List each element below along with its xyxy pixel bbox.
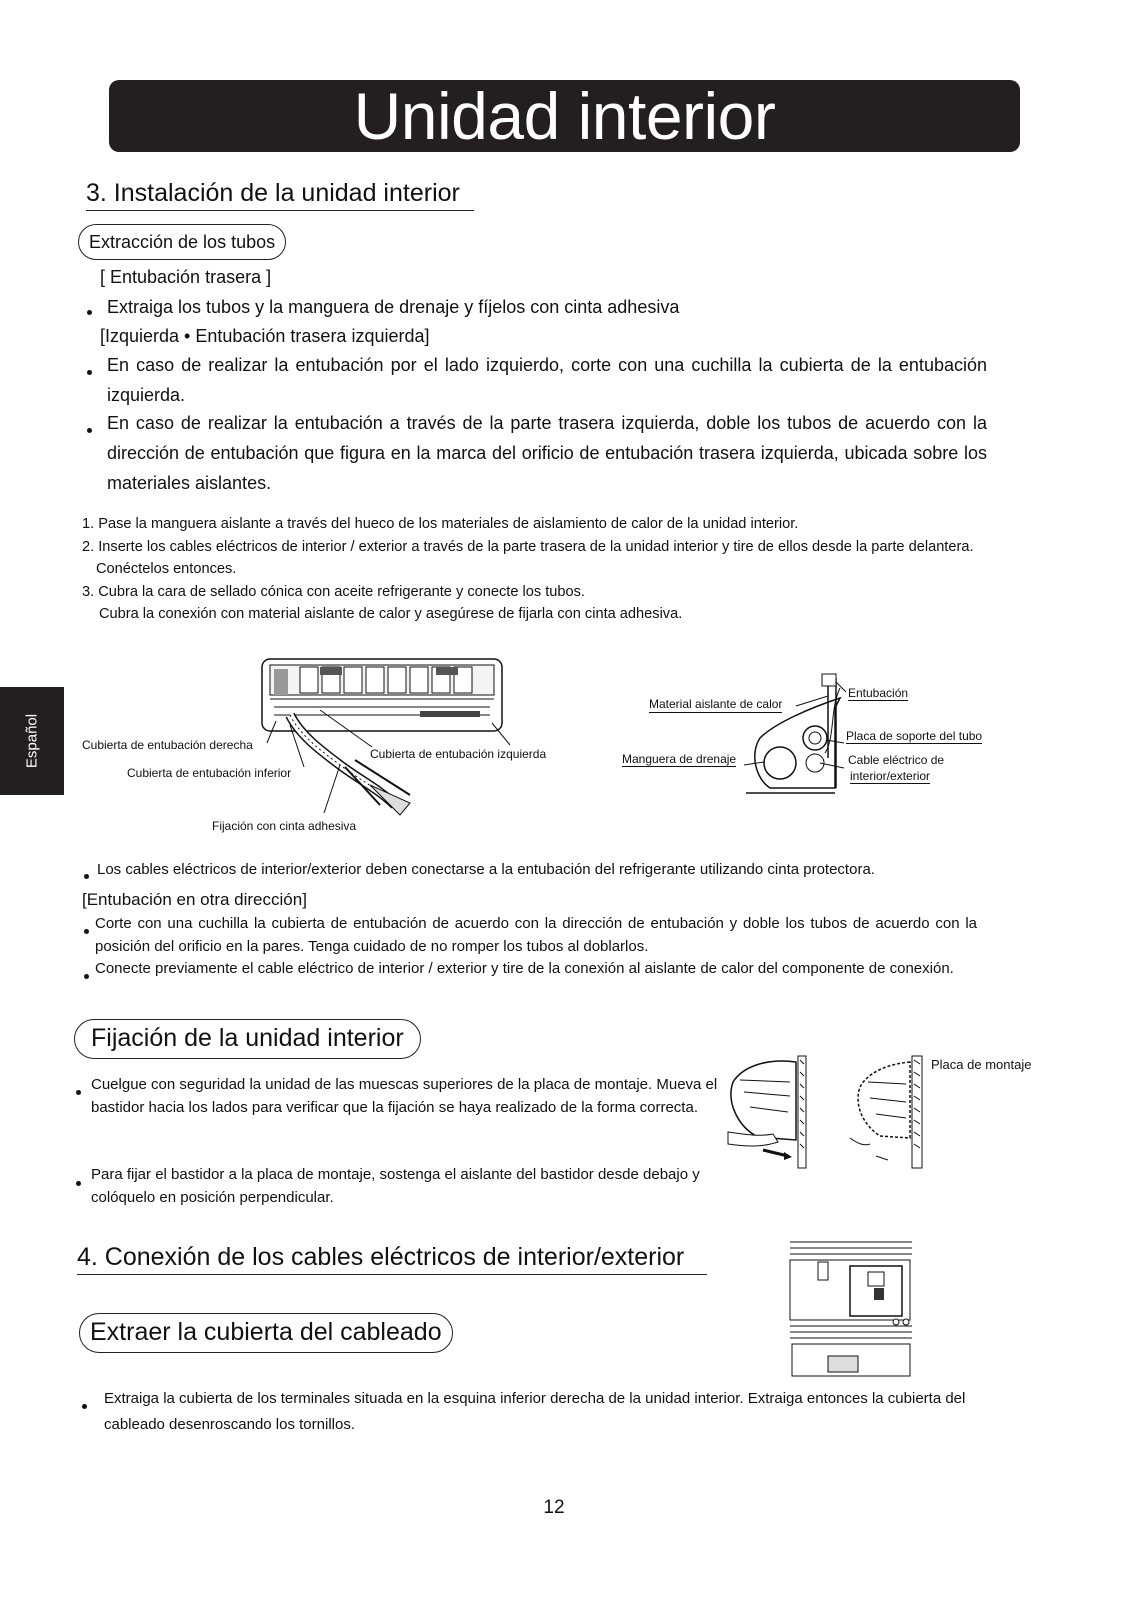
bullet-extract-pipes: Extraiga los tubos y la manguera de drenaje y fíjelos con cinta adhesiva <box>107 297 680 317</box>
label-pipe-support-plate: Placa de soporte del tubo <box>846 729 983 743</box>
step-3-cont: Cubra la conexión con material aislante de calor y asegúrese de fijarla con cinta adhesiva. <box>99 606 683 622</box>
label-piping: Entubación <box>848 686 909 700</box>
bullet-dot <box>82 1404 87 1409</box>
subheading-rear-piping: [ Entubación trasera ] <box>100 267 272 287</box>
bullet-dot <box>76 1090 81 1095</box>
section-3-heading: 3. Instalación de la unidad interior <box>86 178 474 211</box>
indoor-unit-piping-diagram <box>260 655 520 830</box>
bullet-left-piping: En caso de realizar la entubación por el lado izquierdo, corte con una cuchilla la cubierta de la entubación izquierda. <box>107 355 987 405</box>
step-3: 3. Cubra la cara de sellado cónica con aceite refrigerante y conecte los tubos. <box>82 583 585 600</box>
bullet-fix-frame: Para fijar el bastidor a la placa de montaje, sostenga el aislante del bastidor desde debajo y colóquelo en posición perpendicular. <box>91 1166 700 1206</box>
language-tab-label: Español <box>23 713 41 769</box>
bullet-dot <box>87 428 92 433</box>
bullet-remove-terminal-cover: Extraiga la cubierta de los terminales situada en la esquina inferior derecha de la unidad interior. Extraiga entonces la cubierta del cableado desenroscando los tornillos. <box>104 1390 966 1433</box>
label-cable-line2: interior/exterior <box>850 769 931 783</box>
bullet-rear-left-piping: En caso de realizar la entubación a través de la parte trasera izquierda, doble los tubos de acuerdo con la dirección de entubación que figura en la marca del orificio de entubación trasera izquierda, ubicada sobre los materiales aislantes. <box>107 413 987 493</box>
language-tab <box>0 687 64 795</box>
step-2: 2. Inserte los cables eléctricos de interior / exterior a través de la parte trasera de la unidad interior y tire de ellos desde la parte delantera. Conéctelos entonces. <box>82 538 974 577</box>
step-1: 1. Pase la manguera aislante a través del hueco de los materiales de aislamiento de calor de la unidad interior. <box>82 516 799 532</box>
page-number: 12 <box>543 1497 565 1518</box>
pill-remove-wiring-cover: Extraer la cubierta del cableado <box>79 1313 453 1353</box>
bullet-other-direction-1: Corte con una cuchilla la cubierta de entubación de acuerdo con la dirección de entubación y doble los tubos de acuerdo con la posición del orificio en la pares. Tenga cuidado de no romper los tubos al doblarlos. <box>95 915 977 955</box>
bullet-dot <box>76 1181 81 1186</box>
page-title: Unidad interior <box>109 80 1020 152</box>
wiring-cover-illustration <box>788 1240 914 1380</box>
label-bottom-cover: Cubierta de entubación inferior <box>127 766 292 780</box>
label-drain-hose: Manguera de drenaje <box>622 752 737 766</box>
pill-pipe-extraction: Extracción de los tubos <box>78 224 286 260</box>
bullet-dot <box>87 370 92 375</box>
bullet-cables-tape: Los cables eléctricos de interior/exterior deben conectarse a la entubación del refrigerante utilizando cinta protectora. <box>97 861 875 878</box>
subheading-other-direction: [Entubación en otra dirección] <box>82 890 307 909</box>
label-mounting-plate: Placa de montaje <box>931 1057 1032 1072</box>
label-cable-line1: Cable eléctrico de <box>848 753 945 767</box>
bullet-hang-unit: Cuelgue con seguridad la unidad de las muescas superiores de la placa de montaje. Mueva el bastidor hacia los lados para verificar que la fijación se haya realizado de la forma correcta. <box>91 1076 718 1116</box>
pill-fixing-unit: Fijación de la unidad interior <box>74 1019 421 1059</box>
numbered-steps <box>82 513 1002 626</box>
section-4-heading: 4. Conexión de los cables eléctricos de interior/exterior <box>77 1242 707 1275</box>
bullet-dot <box>87 310 92 315</box>
bullet-dot <box>84 929 89 934</box>
subheading-left-piping: [Izquierda • Entubación trasera izquierda] <box>100 326 430 346</box>
perpendicular-unit-illustration <box>840 1052 940 1172</box>
label-insulation: Material aislante de calor <box>649 697 783 711</box>
hanging-unit-illustration <box>718 1052 818 1172</box>
bullet-dot <box>84 874 89 879</box>
label-left-cover: Cubierta de entubación izquierda <box>370 747 547 761</box>
bullet-other-direction-2: Conecte previamente el cable eléctrico de interior / exterior y tire de la conexión al aislante de calor del componente de conexión. <box>95 960 954 977</box>
label-right-cover: Cubierta de entubación derecha <box>82 738 253 752</box>
bullet-dot <box>84 974 89 979</box>
label-tape-fixing: Fijación con cinta adhesiva <box>212 819 357 833</box>
